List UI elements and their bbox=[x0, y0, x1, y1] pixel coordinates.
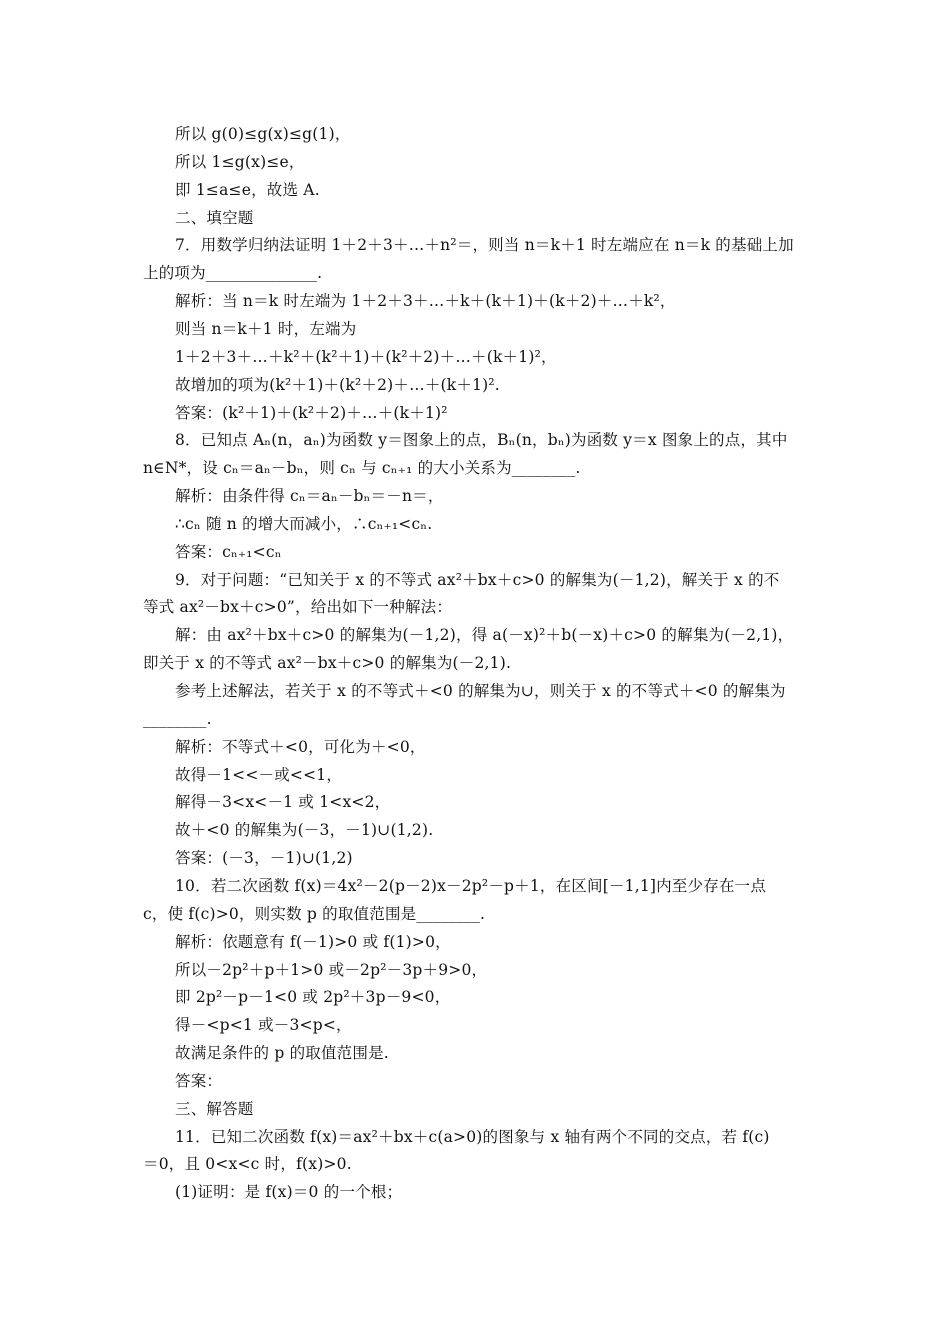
text-line: 故＋<0 的解集为(－3，－1)∪(1,2). bbox=[175, 821, 434, 840]
text-line: 解得－3<x<－1 或 1<x<2， bbox=[175, 793, 391, 812]
text-line: 故得－1<<－或<<1， bbox=[175, 765, 343, 784]
text-line: 等式 ax²－bx＋c>0”，给出如下一种解法： bbox=[143, 598, 453, 617]
text-line: 解：由 ax²＋bx＋c>0 的解集为(－1,2)，得 a(－x)²＋b(－x)＋c>0 的解集为(－2,1)， bbox=[175, 626, 794, 645]
text-line: 三、解答题 bbox=[175, 1099, 254, 1118]
text-line: 即关于 x 的不等式 ax²－bx＋c>0 的解集为(－2,1). bbox=[143, 654, 512, 673]
text-line: 则当 n＝k＋1 时，左端为 bbox=[175, 319, 357, 338]
text-line: 答案：cₙ₊₁<cₙ bbox=[175, 542, 282, 561]
text-line: ＝0，且 0<x<c 时，f(x)>0. bbox=[143, 1155, 352, 1174]
text-line: 解析：当 n＝k 时左端为 1＋2＋3＋…＋k＋(k＋1)＋(k＋2)＋…＋k²， bbox=[175, 292, 676, 311]
text-line: 解析：依题意有 f(－1)>0 或 f(1)>0， bbox=[175, 932, 451, 951]
text-line: 即 2p²－p－1<0 或 2p²＋3p－9<0， bbox=[175, 988, 451, 1007]
text-line: n∈N*，设 cₙ＝aₙ－bₙ，则 cₙ 与 cₙ₊₁ 的大小关系为________. bbox=[143, 459, 581, 478]
text-line: 即 1≤a≤e，故选 A. bbox=[175, 180, 320, 199]
text-line: 答案： bbox=[175, 1071, 223, 1090]
text-line: 7．用数学归纳法证明 1＋2＋3＋…＋n²＝，则当 n＝k＋1 时左端应在 n＝k 的基础上加 bbox=[175, 236, 794, 255]
text-line: 解析：由条件得 cₙ＝aₙ－bₙ＝－n＝， bbox=[175, 487, 444, 506]
text-line: 9．对于问题：“已知关于 x 的不等式 ax²＋bx＋c>0 的解集为(－1,2)，解关于 x 的不 bbox=[175, 570, 780, 589]
text-line: 解析：不等式＋<0，可化为＋<0， bbox=[175, 737, 426, 756]
text-line: 故增加的项为(k²＋1)＋(k²＋2)＋…＋(k＋1)². bbox=[175, 375, 500, 394]
text-line: 所以－2p²＋p＋1>0 或－2p²－3p＋9>0， bbox=[175, 960, 488, 979]
text-line: 故满足条件的 p 的取值范围是. bbox=[175, 1044, 389, 1063]
text-line: 参考上述解法，若关于 x 的不等式＋<0 的解集为∪，则关于 x 的不等式＋<0 的解集为 bbox=[175, 682, 786, 700]
text-line: 所以 g(0)≤g(x)≤g(1)， bbox=[175, 125, 351, 143]
text-line: ∴cₙ 随 n 的增大而减小，∴cₙ₊₁<cₙ. bbox=[175, 514, 433, 533]
text-line: 所以 1≤g(x)≤e， bbox=[175, 152, 305, 171]
text-line: 二、填空题 bbox=[175, 208, 254, 227]
text-line: 答案：(k²＋1)＋(k²＋2)＋…＋(k＋1)² bbox=[175, 403, 448, 422]
text-line: 答案：(－3，－1)∪(1,2) bbox=[175, 849, 353, 868]
text-line: 上的项为______________. bbox=[143, 264, 323, 283]
text-line: c，使 f(c)>0，则实数 p 的取值范围是________. bbox=[143, 904, 486, 923]
text-line: 1＋2＋3＋…＋k²＋(k²＋1)＋(k²＋2)＋…＋(k＋1)²， bbox=[175, 347, 557, 366]
text-line: 10．若二次函数 f(x)＝4x²－2(p－2)x－2p²－p＋1，在区间[－1,1]内至少存在一点 bbox=[175, 876, 767, 895]
text-line: (1)证明：是 f(x)＝0 的一个根； bbox=[175, 1183, 403, 1202]
text-line: 8．已知点 Aₙ(n，aₙ)为函数 y＝图象上的点，Bₙ(n，bₙ)为函数 y＝x 图象上的点，其中 bbox=[175, 431, 788, 450]
text-line: ________. bbox=[143, 709, 212, 728]
text-line: 得－<p<1 或－3<p<， bbox=[175, 1016, 352, 1035]
text-line: 11．已知二次函数 f(x)＝ax²＋bx＋c(a>0)的图象与 x 轴有两个不同的交点，若 f(c) bbox=[175, 1127, 770, 1146]
